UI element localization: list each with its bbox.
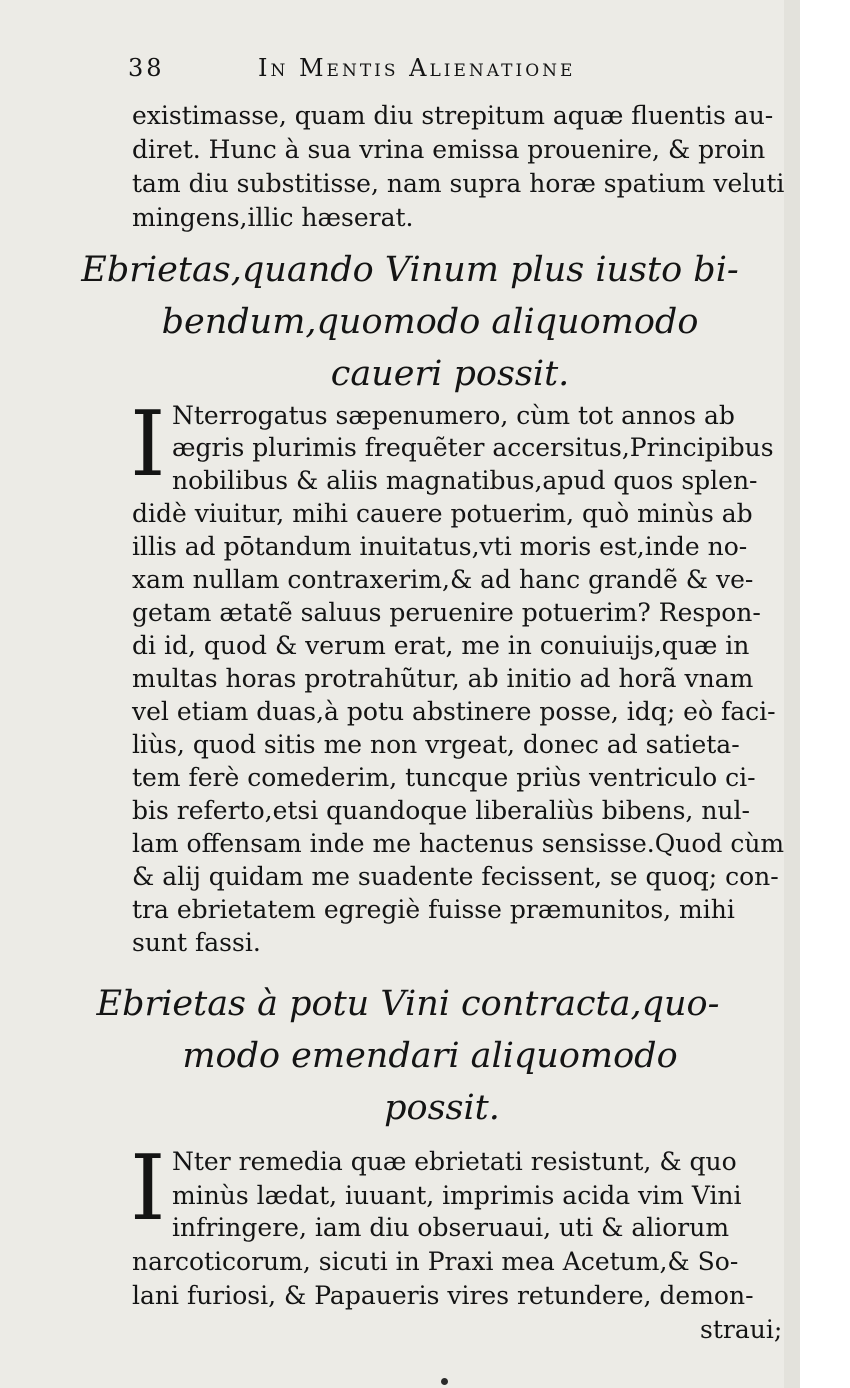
drop-cap: I [130,392,166,497]
paragraph-3-line: lani furiosi, & Papaueris vires retundere, demon- [132,1281,754,1310]
paragraph-2-line: sunt fassi. [132,928,261,957]
paragraph-1-line: existimasse, quam diu strepitum aquæ fluentis au- [132,101,774,130]
drop-cap: I [130,1136,166,1241]
paragraph-2-line: & alij quidam me suadente fecissent, se quoq; con- [132,862,779,891]
paragraph-2-line: getam ætatẽ saluus peruenire potuerim? Respon- [132,598,761,627]
paragraph-2-line: vel etiam duas,à potu abstinere posse, idq; eò faci- [132,697,776,726]
section-heading-line: possit. [384,1088,500,1128]
paragraph-1-line: mingens,illic hæserat. [132,203,414,232]
section-heading-line: bendum,quomodo aliquomodo [161,302,699,342]
paragraph-2-line: liùs, quod sitis me non vrgeat, donec ad satieta- [132,730,740,759]
paragraph-3-line: narcoticorum, sicuti in Praxi mea Acetum,& So- [132,1247,739,1276]
paragraph-1-line: tam diu substitisse, nam supra horæ spatium veluti [132,169,785,198]
paragraph-3-line: straui; [700,1315,783,1344]
paragraph-2-line: nobilibus & aliis magnatibus,apud quos splen- [172,466,758,495]
paragraph-2-line: di id, quod & verum erat, me in conuiuijs,quæ in [132,631,750,660]
section-heading-line: Ebrietas à potu Vini contracta,quo- [96,984,720,1024]
paragraph-2-line: tra ebrietatem egregiè fuisse præmunitos, mihi [132,895,735,924]
section-heading-line: Ebrietas,quando Vinum plus iusto bi- [81,250,739,290]
section-heading-line: modo emendari aliquomodo [182,1036,678,1076]
paragraph-2-line: xam nullam contraxerim,& ad hanc grandẽ & ve- [132,565,754,594]
paragraph-2-line: tem ferè comederim, tuncque priùs ventriculo ci- [132,763,756,792]
paragraph-2-line: ægris plurimis frequẽter accersitus,Principibus [172,433,774,462]
paragraph-2-line: lam offensam inde me hactenus sensisse.Quod cùm [132,829,785,858]
print-mark [441,1378,448,1385]
page-header [128,54,688,94]
paragraph-2-line: bis referto,etsi quandoque liberaliùs bibens, nul- [132,796,750,825]
paragraph-2-line: multas horas protrahũtur, ab initio ad horã vnam [132,664,754,693]
paragraph-2-line: illis ad pōtandum inuitatus,vti moris est,inde no- [132,532,748,561]
paragraph-3-line: Nter remedia quæ ebrietati resistunt, & quo [172,1147,737,1176]
page-number: 38 [128,54,165,82]
paragraph-1-line: diret. Hunc à sua vrina emissa prouenire, & proin [132,135,766,164]
page-edge-shadow [784,0,800,1388]
section-heading-line: caueri possit. [330,354,570,394]
paragraph-3-line: minùs lædat, iuuant, imprimis acida vim Vini [172,1181,742,1210]
running-title: In Mentis Alienatione [258,54,576,82]
paragraph-3-line: infringere, iam diu obseruaui, uti & aliorum [172,1213,730,1242]
paragraph-2-line: didè viuitur, mihi cauere potuerim, quò minùs ab [132,499,753,528]
paragraph-2-line: Nterrogatus sæpenumero, cùm tot annos ab [172,401,735,430]
